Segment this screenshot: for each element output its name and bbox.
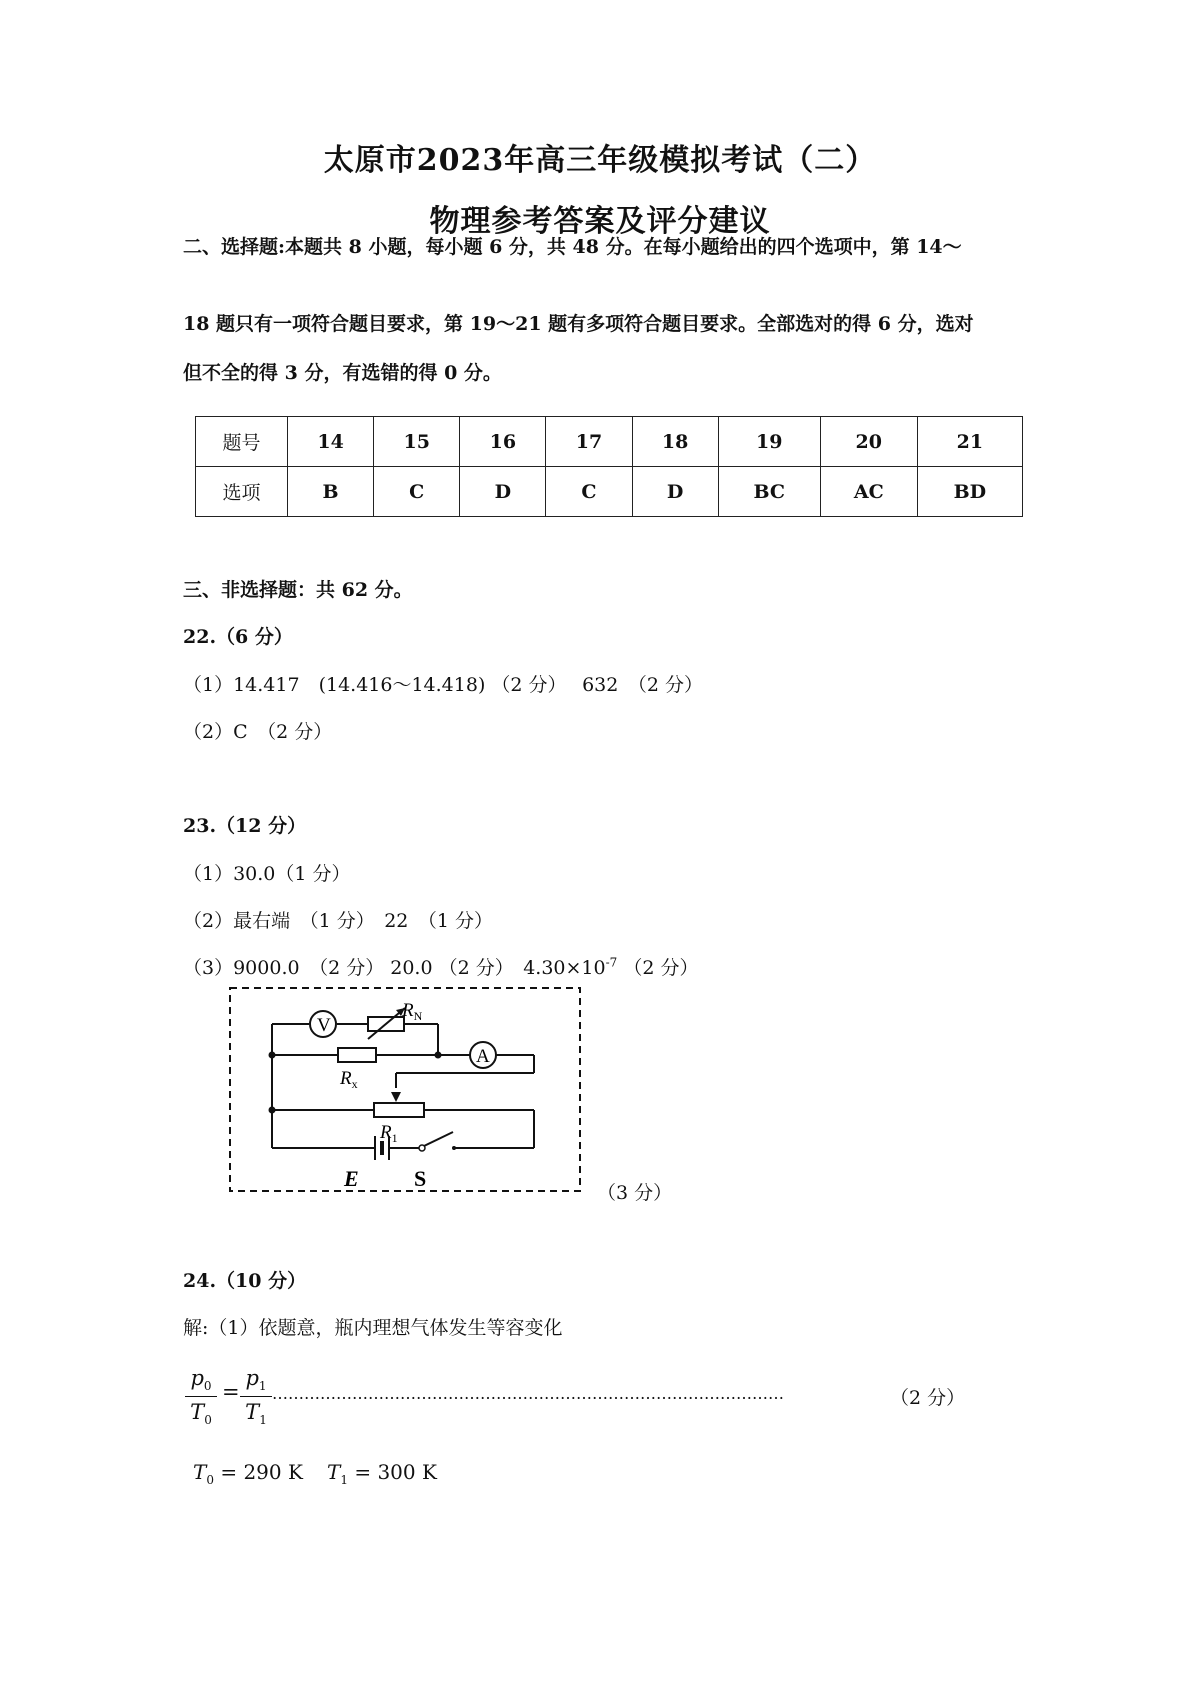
table-row bbox=[196, 467, 1023, 517]
q22-line2: （2）C （2 分） bbox=[183, 721, 333, 743]
table-cell: 19 bbox=[718, 417, 820, 467]
eq-dots: …………………………………………………………………………………… bbox=[272, 1384, 784, 1403]
table-cell: 18 bbox=[632, 417, 718, 467]
eq-t1-sub: 1 bbox=[259, 1413, 267, 1428]
q23-line3-text: （3）9000.0 （2 分） 20.0 （2 分） 4.30×10 bbox=[183, 957, 606, 979]
section2-line1: 二、选择题:本题共 8 小题，每小题 6 分，共 48 分。在每小题给出的四个选项中，第 14～ bbox=[183, 236, 962, 258]
answer-table bbox=[195, 416, 1023, 517]
q23-line3-score: （2 分） bbox=[617, 957, 699, 979]
q24-line1: 解:（1）依题意，瓶内理想气体发生等容变化 bbox=[183, 1317, 563, 1339]
temp-t0-value: = 290 K bbox=[213, 1460, 303, 1484]
q22-line1: （1）14.417 (14.416～14.418) （2 分） 632 （2 分） bbox=[183, 674, 703, 696]
q22-heading: 22.（6 分） bbox=[183, 626, 293, 648]
temp-t1-sub: 1 bbox=[340, 1473, 348, 1487]
table-cell: D bbox=[460, 467, 546, 517]
section3-heading: 三、非选择题：共 62 分。 bbox=[183, 579, 413, 601]
table-cell: 20 bbox=[820, 417, 917, 467]
section2-line3: 但不全的得 3 分，有选错的得 0 分。 bbox=[183, 362, 502, 384]
table-cell: 17 bbox=[546, 417, 632, 467]
voltmeter-label: V bbox=[317, 1015, 331, 1036]
eq-t0: T bbox=[190, 1400, 205, 1424]
fraction-p0-t0 bbox=[185, 1366, 217, 1430]
q24-heading: 24.（10 分） bbox=[183, 1270, 307, 1292]
table-header-label: 题号 bbox=[196, 417, 288, 467]
table-cell: B bbox=[288, 467, 374, 517]
table-cell: 16 bbox=[460, 417, 546, 467]
temp-t1 bbox=[327, 1460, 437, 1487]
page-title: 太原市2023年高三年级模拟考试（二） bbox=[323, 143, 877, 178]
resistor-rx-label: $R_x$ bbox=[340, 1068, 358, 1091]
table-cell: D bbox=[632, 467, 718, 517]
temp-t1-value: = 300 K bbox=[347, 1460, 437, 1484]
table-header-label: 选项 bbox=[196, 467, 288, 517]
section2-line2: 18 题只有一项符合题目要求，第 19～21 题有多项符合题目要求。全部选对的得 6 分，选对 bbox=[183, 313, 974, 335]
q23-line2: （2）最右端 （1 分） 22 （1 分） bbox=[183, 910, 494, 932]
rheostat-r1-label: $R_1$ bbox=[380, 1122, 398, 1145]
ammeter-label: A bbox=[476, 1046, 490, 1067]
table-cell: C bbox=[374, 467, 460, 517]
table-cell: BD bbox=[917, 467, 1022, 517]
eq-p0: p bbox=[190, 1366, 204, 1390]
fraction-p1-t1 bbox=[240, 1366, 272, 1430]
resistor-rx-icon bbox=[338, 1048, 376, 1062]
q23-line3-exponent: -7 bbox=[605, 955, 618, 970]
table-row bbox=[196, 417, 1023, 467]
rheostat-r1-icon bbox=[374, 1103, 424, 1117]
q23-line3 bbox=[183, 953, 699, 980]
eq-p1: p bbox=[245, 1366, 259, 1390]
eq-t1: T bbox=[245, 1400, 260, 1424]
eq-p1-sub: 1 bbox=[258, 1379, 267, 1394]
table-cell: 21 bbox=[917, 417, 1022, 467]
eq-t0-sub: 0 bbox=[204, 1413, 212, 1428]
eq-score: （2 分） bbox=[890, 1387, 966, 1409]
battery-label: E bbox=[344, 1166, 359, 1191]
circuit-score: （3 分） bbox=[597, 1182, 673, 1204]
table-cell: AC bbox=[820, 467, 917, 517]
circuit-diagram bbox=[228, 986, 588, 1196]
q23-heading: 23.（12 分） bbox=[183, 815, 307, 837]
temp-t1-symbol: T bbox=[327, 1460, 341, 1484]
table-cell: BC bbox=[718, 467, 820, 517]
table-cell: 14 bbox=[288, 417, 374, 467]
temp-t0-sub: 0 bbox=[206, 1473, 214, 1487]
temp-t0-symbol: T bbox=[193, 1460, 207, 1484]
switch-label: S bbox=[414, 1166, 427, 1191]
eq-equals: = bbox=[222, 1380, 240, 1404]
q23-line1: （1）30.0（1 分） bbox=[183, 863, 351, 885]
resistor-rn-label: $R_N$ bbox=[402, 1000, 423, 1023]
slider-arrow-icon bbox=[391, 1092, 401, 1102]
eq-p0-sub: 0 bbox=[203, 1379, 212, 1394]
temp-t0 bbox=[193, 1460, 303, 1487]
page-subtitle: 物理参考答案及评分建议 bbox=[429, 204, 771, 239]
table-cell: 15 bbox=[374, 417, 460, 467]
table-cell: C bbox=[546, 467, 632, 517]
